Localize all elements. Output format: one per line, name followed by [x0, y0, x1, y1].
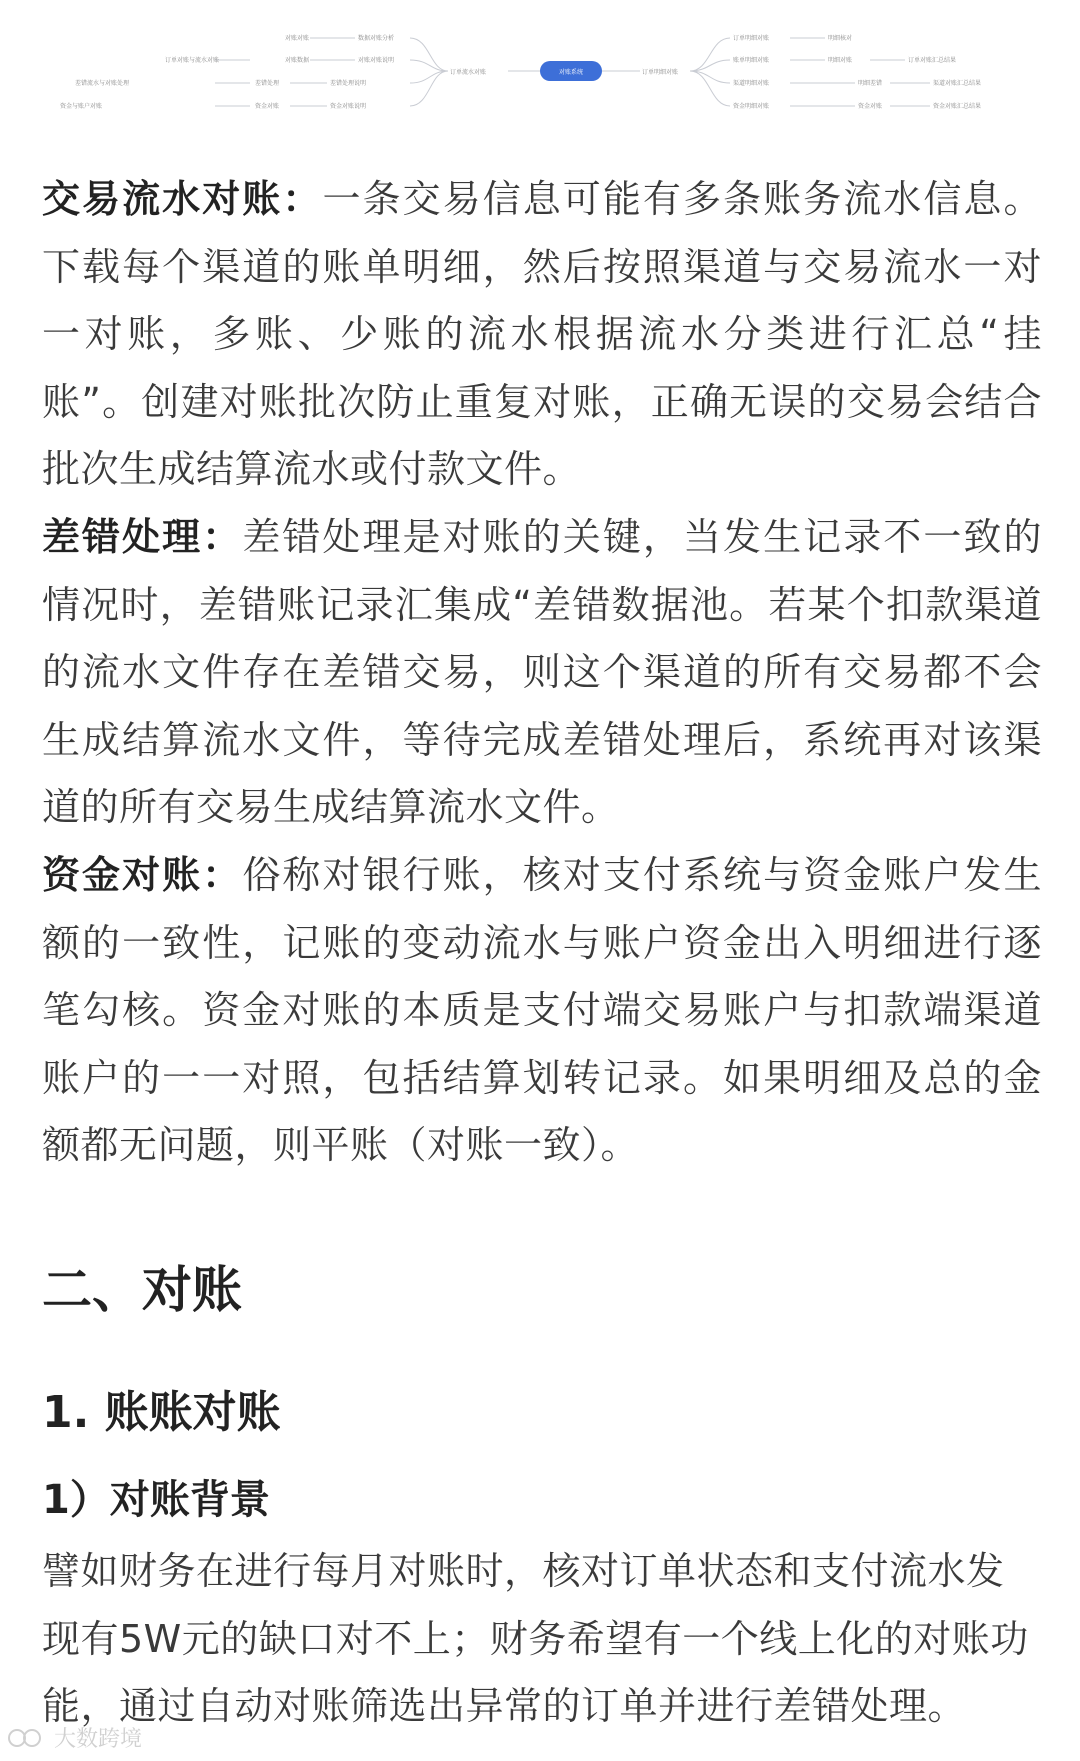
paragraph-fund-reconciliation	[42, 842, 1042, 1180]
mindmap-right-leaf-3: 明细差错	[858, 80, 883, 87]
mindmap-right-mid-1: 订单明细对账	[733, 35, 770, 42]
section-heading: 二、对账	[42, 1261, 242, 1319]
text-fund-reconciliation: 俗称对银行账，核对支付系统与资金账户发生额的一致性，记账的变动流水与账户资金出入明细进行逐笔勾核。资金对账的本质是支付端交易账户与扣款端渠道账户的一一对照，包括结算划转记录。如果明细及总的金额都无问题，则平账（对账一致）。	[42, 852, 1042, 1168]
mindmap-left-mid-2: 对账数据	[285, 57, 310, 64]
mindmap-left-outer-2: 订单对账与流水对账	[165, 57, 220, 64]
mindmap-left-branch: 订单流水对账	[450, 69, 487, 76]
mindmap-right-mid-4: 资金明细对账	[733, 103, 770, 110]
paragraph-error-handling	[42, 504, 1042, 842]
mindmap-left-leaf-2: 对账对账说明	[358, 57, 395, 64]
sub-subsection-heading: 1）对账背景	[42, 1477, 270, 1523]
article-body	[42, 166, 1042, 1180]
watermark-text: 大数跨境	[54, 1727, 143, 1752]
mindmap-left-outer-4: 资金与账户对账	[60, 103, 103, 110]
mindmap-right-leaf-2: 明细对账	[828, 57, 853, 64]
mindmap-left-leaf-1: 数据对账分析	[358, 35, 395, 42]
mindmap-left-mid-1: 对账对账	[285, 35, 310, 42]
term-transaction-reconciliation: 交易流水对账：	[42, 177, 323, 221]
mindmap-left-mid-4: 资金对账	[255, 103, 280, 110]
mindmap-right-leaf-1: 明细核对	[828, 35, 853, 42]
watermark	[6, 1722, 142, 1753]
text-transaction-reconciliation: 一条交易信息可能有多条账务流水信息。下载每个渠道的账单明细，然后按照渠道与交易流水一对一对账，多账、少账的流水根据流水分类进行汇总“挂账”。创建对账批次防止重复对账，正确无误的交易会结合批次生成结算流水或付款文件。	[42, 177, 1042, 492]
mindmap-left-leaf-4: 资金对账说明	[330, 103, 367, 110]
term-error-handling: 差错处理：	[42, 514, 243, 559]
term-fund-reconciliation: 资金对账：	[42, 852, 243, 897]
mindmap-right-outer-4: 资金对账汇总结果	[933, 103, 982, 110]
mindmap-left-mid-3: 差错处理	[255, 80, 280, 87]
mindmap-diagram	[0, 0, 1080, 130]
text-error-handling: 差错处理是对账的关键，当发生记录不一致的情况时，差错账记录汇集成“差错数据池。若某个扣款渠道的流水文件存在差错交易，则这个渠道的所有交易都不会生成结算流水文件，等待完成差错处理后，系统再对该渠道的所有交易生成结算流水文件。	[42, 514, 1042, 830]
mindmap-right-mid-3: 渠道明细对账	[733, 80, 770, 87]
mindmap-left-outer-3: 差错流水与对账处理	[75, 80, 130, 87]
mindmap-right-branch: 订单明细对账	[642, 69, 679, 76]
mindmap-center-label: 对账系统	[558, 69, 584, 76]
mindmap-right-outer-2: 订单对账汇总结果	[908, 57, 957, 64]
mindmap-right-leaf-4: 资金对账	[858, 103, 883, 110]
subsection-heading: 1. 账账对账	[42, 1387, 281, 1438]
mindmap-left-leaf-3: 差错处理说明	[330, 80, 367, 87]
watermark-logo-icon	[6, 1727, 50, 1749]
paragraph-background: 譬如财务在进行每月对账时，核对订单状态和支付流水发现有5W元的缺口对不上；财务希望有一个线上化的对账功能，通过自动对账筛选出异常的订单并进行差错处理。	[42, 1549, 1029, 1729]
mindmap-right-outer-3: 渠道对账汇总结果	[933, 80, 982, 87]
paragraph-transaction-reconciliation	[42, 166, 1042, 504]
mindmap-right-mid-2: 账单明细对账	[733, 57, 770, 64]
